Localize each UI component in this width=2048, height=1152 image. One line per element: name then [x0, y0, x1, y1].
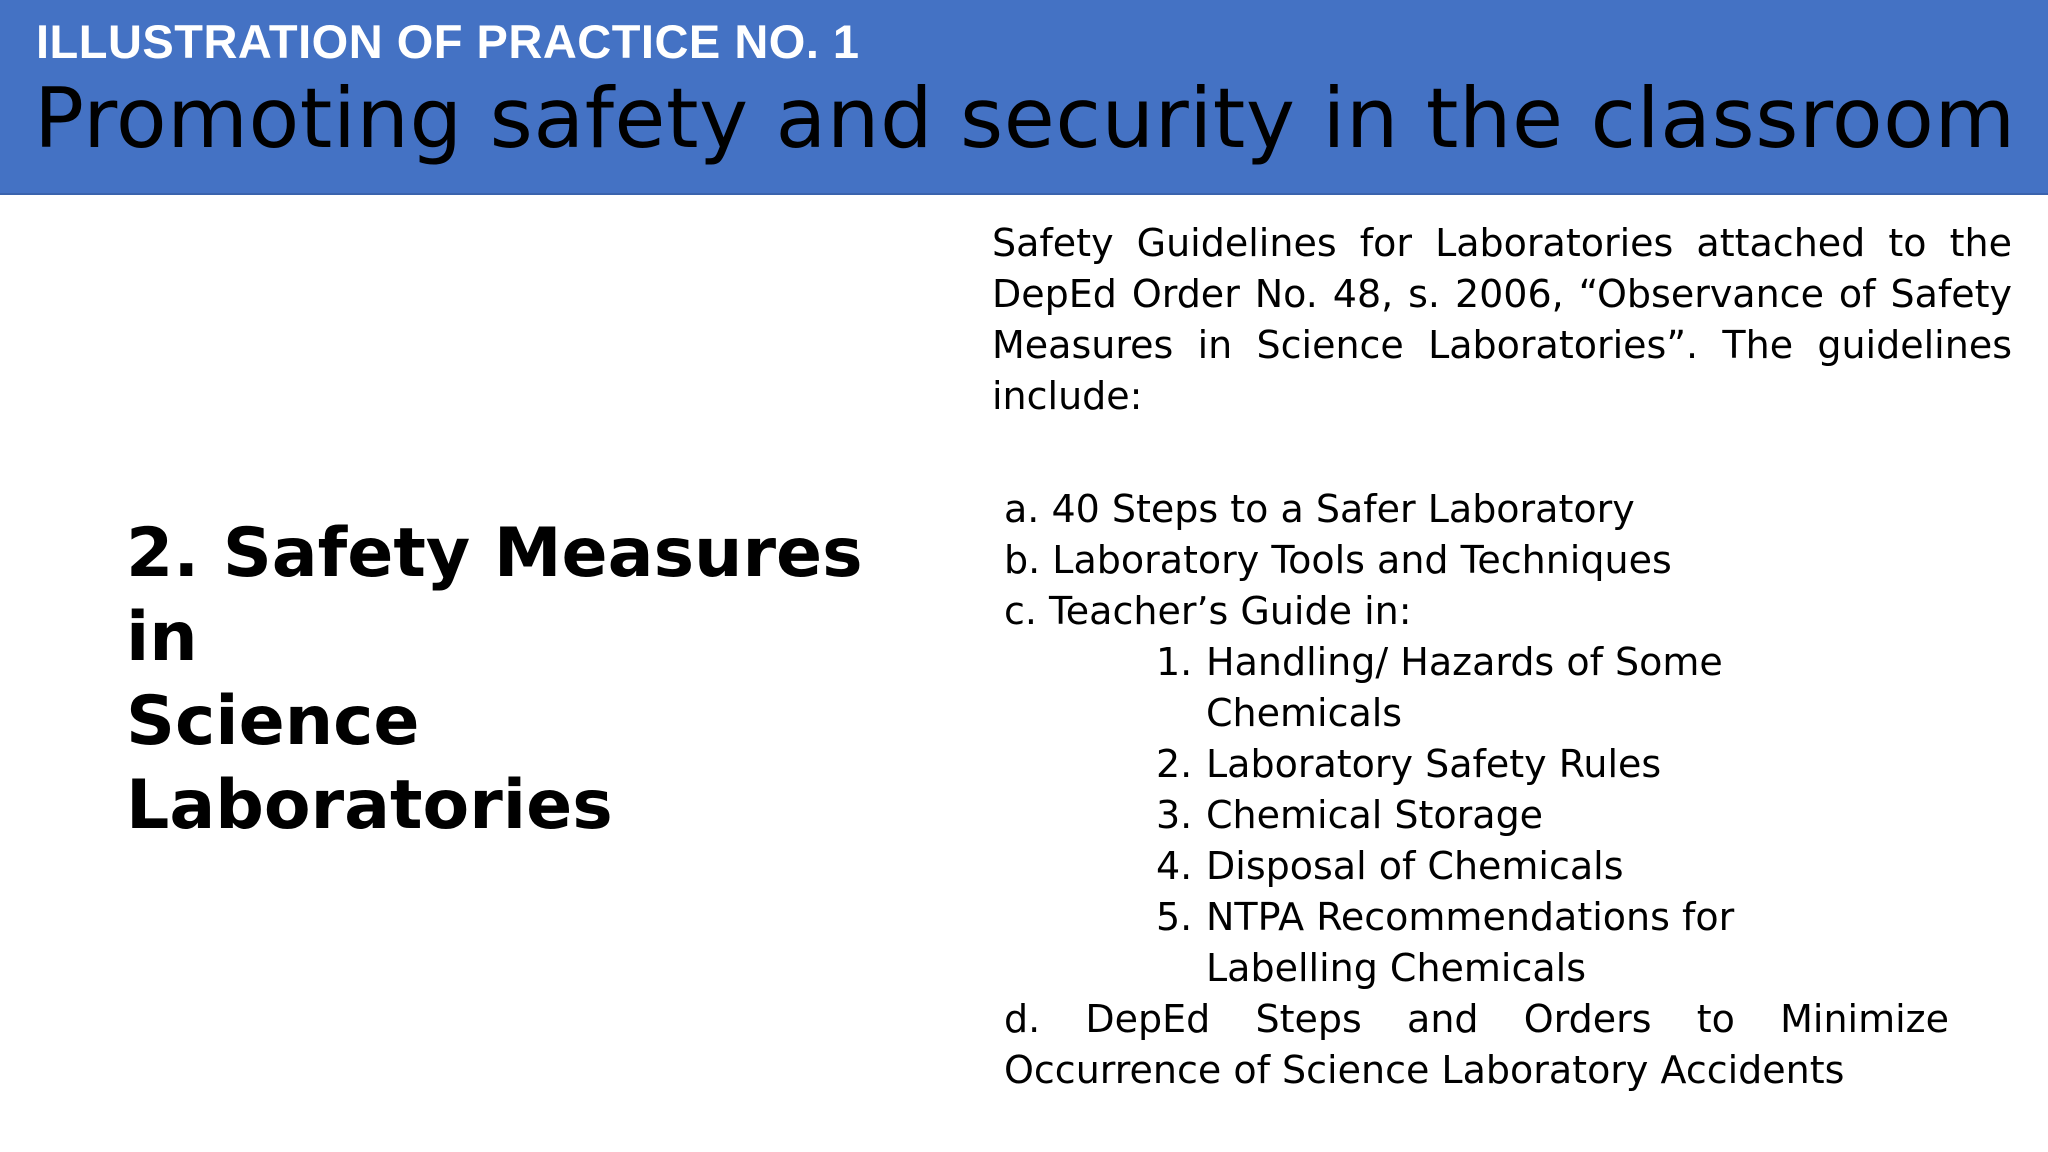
- header-banner: [0, 0, 2048, 195]
- section-heading: [126, 512, 926, 848]
- list-item-b: b. Laboratory Tools and Techniques: [1004, 538, 1672, 582]
- list-item-d: d. DepEd Steps and Orders to Minimize Occurrence of Science Laboratory Accidents: [1004, 997, 1949, 1092]
- sub-item-text: Handling/ Hazards of Some: [1206, 640, 1723, 684]
- sub-item-continuation: Chemicals: [1206, 691, 1403, 735]
- sub-list-item: [1156, 790, 2012, 841]
- slide-title: Promoting safety and security in the classroom: [34, 70, 2016, 167]
- sub-list-item: [1156, 637, 2012, 739]
- sub-item-text: Chemical Storage: [1206, 793, 1544, 837]
- sub-list-item: [1156, 892, 2012, 994]
- section-heading-line-2: Science Laboratories: [126, 682, 613, 845]
- sub-list-item: [1156, 739, 2012, 790]
- sub-item-number: 2.: [1156, 742, 1193, 786]
- sub-item-number: 5.: [1156, 895, 1193, 939]
- sub-item-number: 1.: [1156, 640, 1193, 684]
- sub-item-text: Laboratory Safety Rules: [1206, 742, 1662, 786]
- teachers-guide-sublist: [1004, 637, 2012, 994]
- sub-item-text: NTPA Recommendations for: [1206, 895, 1735, 939]
- guidelines-list: [992, 484, 2012, 1096]
- list-item-c: c. Teacher’s Guide in:: [1004, 589, 1412, 633]
- sub-item-number: 4.: [1156, 844, 1193, 888]
- content-column: [992, 218, 2012, 1096]
- sub-list-item: [1156, 841, 2012, 892]
- section-heading-line-1: 2. Safety Measures in: [126, 514, 863, 677]
- intro-paragraph: Safety Guidelines for Laboratories attached to the DepEd Order No. 48, s. 2006, “Observance of Safety Measures in Science Laboratories”. The guidelines include:: [992, 221, 2012, 418]
- sub-item-text: Disposal of Chemicals: [1206, 844, 1624, 888]
- eyebrow-label: ILLUSTRATION OF PRACTICE NO. 1: [36, 15, 860, 68]
- sub-item-continuation: Labelling Chemicals: [1206, 946, 1587, 990]
- list-item-a: a. 40 Steps to a Safer Laboratory: [1004, 487, 1635, 531]
- sub-item-number: 3.: [1156, 793, 1193, 837]
